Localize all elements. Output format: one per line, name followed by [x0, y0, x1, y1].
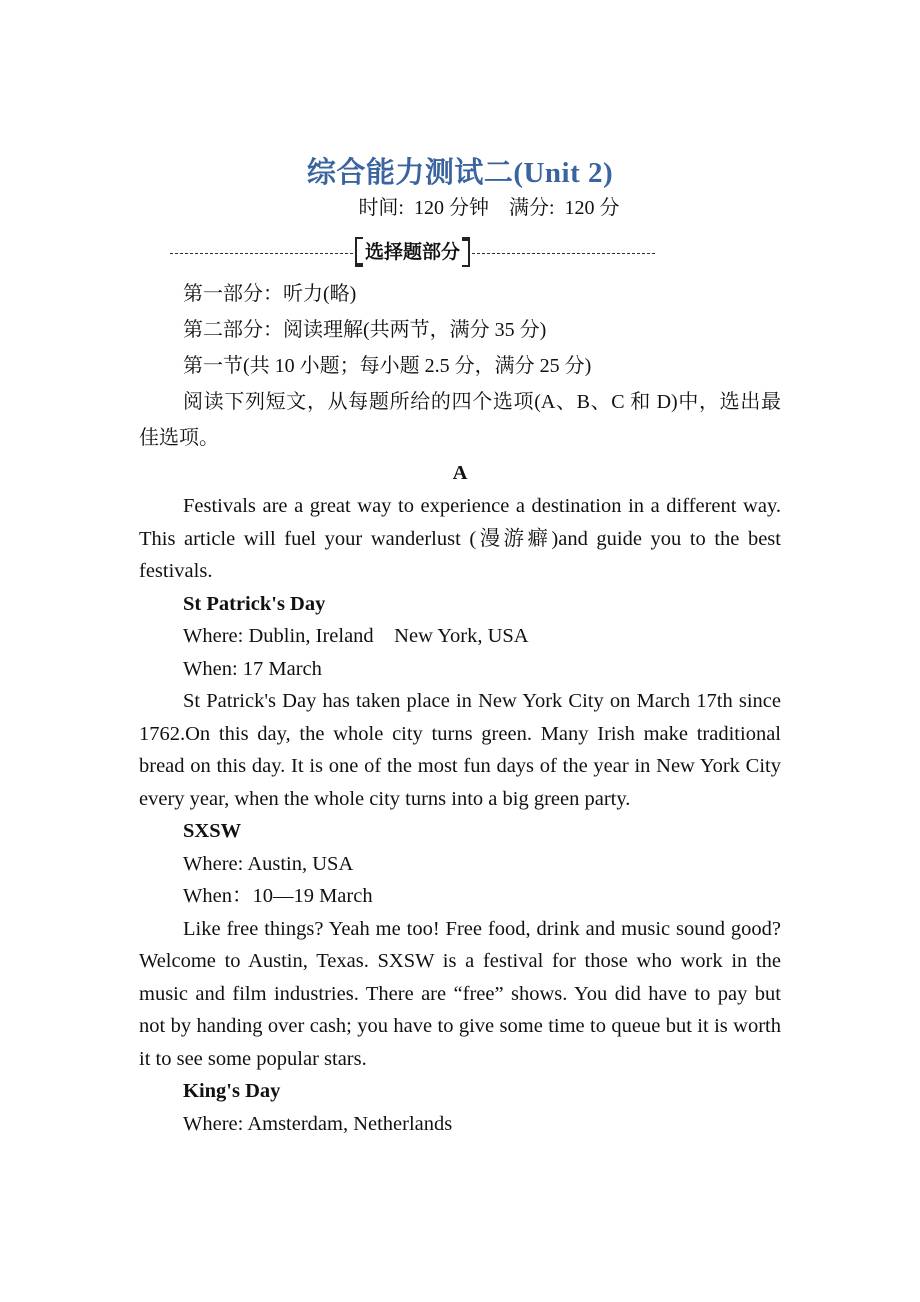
festival-description: Like free things? Yeah me too! Free food, drink and music sound good? Welcome to Austin, Texas. SXSW is a festival for those who work in the music and film industries. There are “free” shows. You did have to pay but not by handing over cash; you have to give some time to queue but it is worth it to see some popular stars.: [139, 917, 781, 1070]
passage-intro: Festivals are a great way to experience a destination in a different way. This article will fuel your wanderlust (漫游癖)and guide you to the best festivals.: [139, 495, 781, 582]
festival-where: Where: Amsterdam, Netherlands: [183, 1112, 453, 1135]
festival-name: King's Day: [183, 1080, 281, 1102]
festival-where: Where: Austin, USA: [183, 852, 354, 875]
section1-heading: 第一节(共 10 小题；每小题 2.5 分，满分 25 分): [183, 355, 592, 377]
festival-name: SXSW: [183, 820, 242, 842]
festival-where: Where: Dublin, Ireland New York, USA: [183, 625, 529, 647]
section-banner-label: 选择题部分: [355, 235, 470, 269]
page-title: 综合能力测试二(Unit 2): [306, 157, 614, 189]
dashed-divider-left: [170, 253, 353, 254]
part2-heading: 第二部分：阅读理解(共两节，满分 35 分): [183, 319, 547, 341]
passage-label: A: [452, 462, 468, 484]
dashed-divider-right: [472, 253, 655, 254]
festival-description: St Patrick's Day has taken place in New York City on March 17th since 1762.On this day, the whole city turns green. Many Irish make traditional bread on this day. It is one of the most fun days of the year in New York City every year, when the whole city turns into a big green party.: [139, 690, 781, 810]
section-banner: [170, 235, 655, 269]
exam-time-and-score: 时间: 120 分钟 满分: 120 分: [358, 197, 620, 219]
festival-name: St Patrick's Day: [183, 592, 326, 615]
directions-text: 阅读下列短文，从每题所给的四个选项(A、B、C 和 D)中，选出最佳选项。: [139, 391, 781, 449]
part1-heading: 第一部分：听力(略): [183, 283, 357, 305]
document-content: [139, 276, 781, 1140]
festival-when: When: 17 March: [183, 657, 322, 680]
festival-when: When：10—19 March: [183, 885, 373, 907]
